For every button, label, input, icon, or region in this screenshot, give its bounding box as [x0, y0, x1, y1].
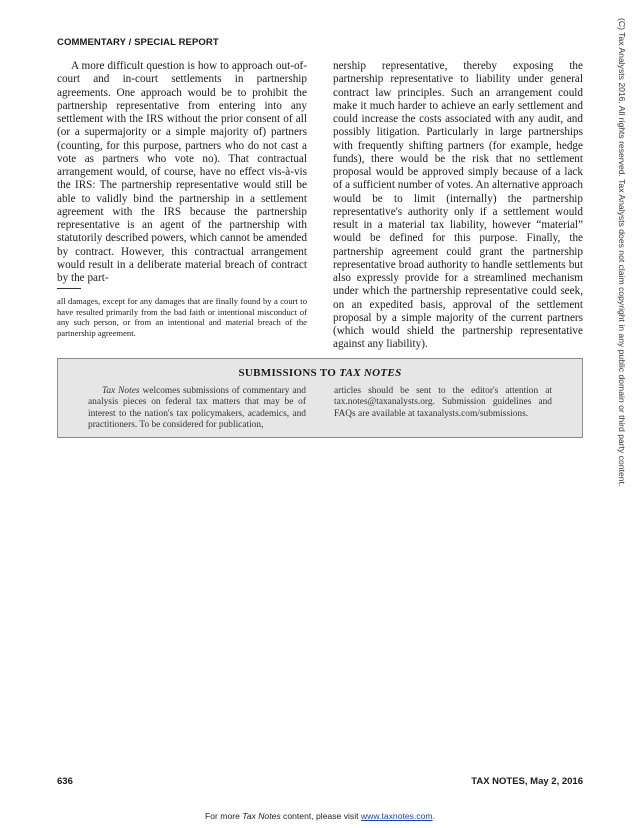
section-header: COMMENTARY / SPECIAL REPORT: [57, 37, 219, 48]
more-content-line: [0, 811, 640, 821]
submissions-left-body: welcomes submissions of commentary and analysis pieces on federal tax matters that may be of interest to the nation's tax policymakers, academics, and practitioners. To be considered for publication,: [88, 386, 306, 431]
more-prefix: For more: [205, 811, 243, 821]
submissions-left-text: [88, 386, 306, 432]
submissions-journal-name: Tax Notes: [102, 386, 140, 396]
footnote: all damages, except for any damages that are finally found by a court to have resulted primarily from the bad faith or intentional misconduct of any such person, or from an intentional and material breach of the partnership agreement.: [57, 296, 307, 338]
left-column-text: A more difficult question is how to approach out-of-court and in-court settlements in partnership agreements. One approach would be to prohibit the partnership representative from entering into any settlement with the IRS without the prior consent of all (or a supermajority or a simple majority of) partners (counting, for this purpose, partners who do not cast a vote as partners who vote no). That contractual arrangement would, of course, have no effect vis-à-vis the IRS: The partnership representative would still be able to validly bind the partnership in a settlement agreement with the IRS because the partnership representative is an agent of the partnership with statutorily described powers, which cannot be amended by contract. However, this contractual arrangement would result in a deliberate material breach of contract by the part-: [57, 60, 307, 284]
submissions-title-prefix: SUBMISSIONS TO: [238, 367, 340, 379]
submissions-box: [57, 358, 583, 438]
more-middle: content, please visit: [280, 811, 361, 821]
submissions-title-italic: TAX NOTES: [339, 367, 402, 379]
more-suffix: .: [432, 811, 435, 821]
right-column-text: nership representative, thereby exposing the partnership representative to liability under general contract law principles. Such an arrangement could make it much harder to achieve an early settlement and could increase the costs associated with any audit, and possibly litigation. Particularly in large partnerships with frequently shifting partners (for example, hedge funds), there would be the risk that no settlement proposal would be approved simply because of a lack of a sufficient number of votes. An alternative approach would be to limit (internally) the partnership representative's authority only if a settlement would result in a material tax liability, however “material” would be defined for this purpose. Finally, the partnership agreement could grant the partnership representative broad authority to handle settlements but also expressly provide for a streamlined mechanism under which the partnership representative could seek, on an expedited basis, approval of the settlement proposal by a simple majority of the current partners (which would shield the partnership representative against any liability).: [333, 60, 583, 351]
page-number: 636: [57, 776, 73, 787]
right-column: [333, 60, 583, 352]
left-column: [57, 60, 307, 285]
submissions-title: [58, 367, 582, 379]
footnote-divider: [57, 288, 81, 289]
journal-issue: TAX NOTES, May 2, 2016: [471, 776, 583, 787]
submissions-right-text: articles should be sent to the editor's attention at tax.notes@taxanalysts.org. Submission guidelines and FAQs are available at taxanalysts.com/submissions.: [334, 386, 552, 419]
taxnotes-link[interactable]: www.taxnotes.com: [360, 811, 433, 821]
more-italic: Tax Notes: [242, 811, 281, 821]
copyright-notice: (C) Tax Analysts 2016. All rights reserved. Tax Analysts does not claim copyright in any public domain or third party content.: [617, 18, 627, 487]
